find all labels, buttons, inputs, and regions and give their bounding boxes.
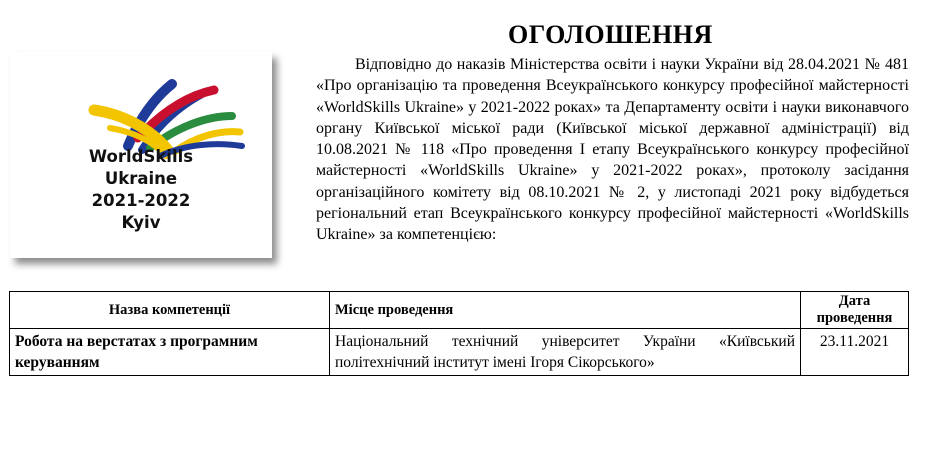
logo-line-1: WorldSkills: [88, 147, 194, 166]
header-competence: Назва компетенції: [10, 292, 330, 329]
logo-line-2: Ukraine: [104, 169, 178, 188]
table-row: [10, 329, 909, 376]
header-date: Дата проведення: [801, 292, 909, 329]
logo-line-3: 2021-2022: [91, 191, 191, 210]
logo-caption: [10, 146, 272, 234]
announcement-text: Відповідно до наказів Міністерства освіти і науки України від 28.04.2021 № 481 «Про організацію та проведення Всеукраїнського конкурсу професійної майстерності «WorldSkills Ukraine» у 2021-2022 роках» та Департаменту освіти і науки виконавчого органу Київської міської ради (Київської міської державної адміністрації) від 10.08.2021 № 118 «Про проведення І етапу Всеукраїнського конкурсу професійної майстерності «WorldSkills Ukraine» у 2021-2022 роках», протоколу засідання організаційного комітету від 08.10.2021 № 2, у листопаді 2021 року відбудеться регіональний етап Всеукраїнського конкурсу професійної майстерності «WorldSkills Ukraine» за компетенцією:: [316, 56, 909, 244]
table-header-row: [10, 292, 909, 329]
logo-line-4: Kyiv: [121, 213, 161, 232]
cell-venue: Національний технічний університет України «Київський політехнічний інститут імені Ігоря Сікорського»: [330, 329, 801, 376]
page-title: ОГОЛОШЕННЯ: [508, 20, 713, 49]
header-venue: Місце проведення: [330, 292, 801, 329]
worldskills-logo: [10, 52, 272, 258]
competence-table: [9, 291, 909, 376]
cell-competence: Робота на верстатах з програмним керуванням: [10, 329, 330, 376]
cell-date: 23.11.2021: [801, 329, 909, 376]
